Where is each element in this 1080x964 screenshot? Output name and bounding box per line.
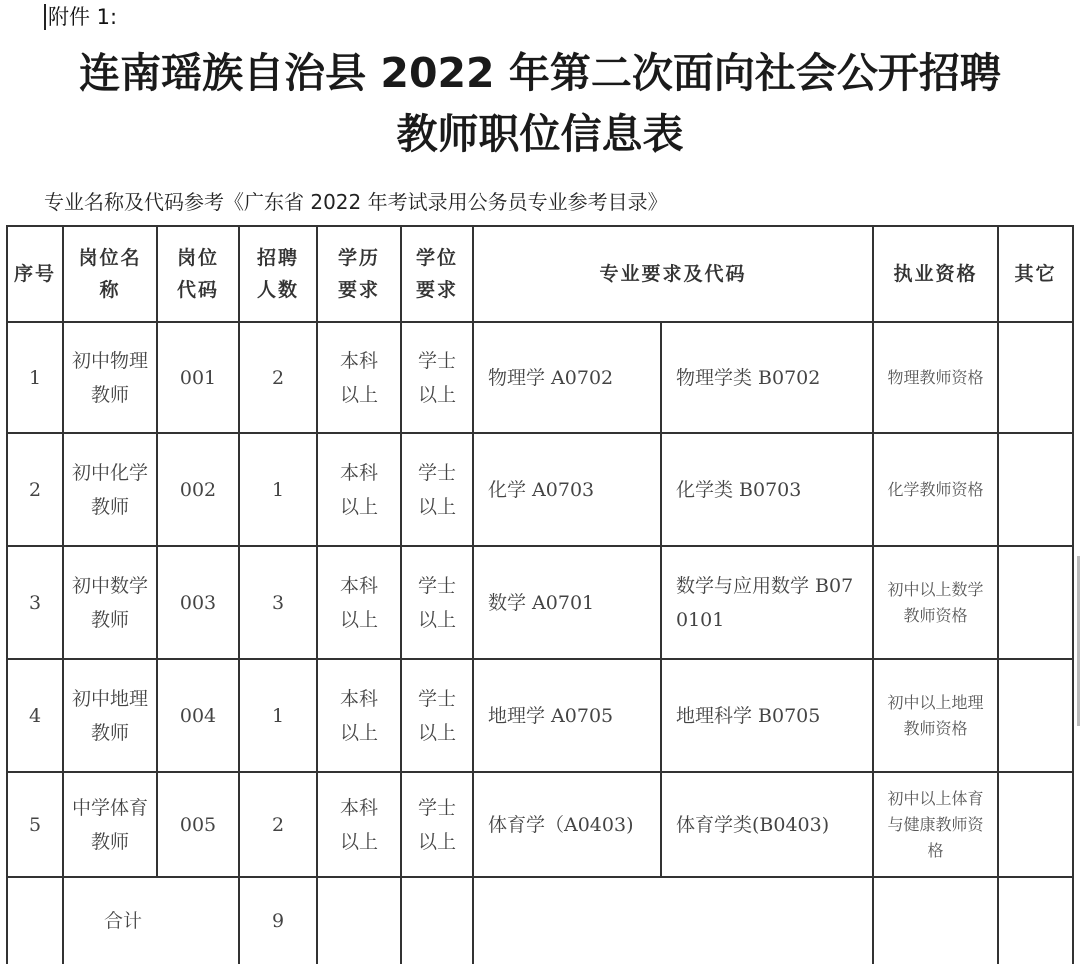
row-major-b-text: 地理科学 B0705 bbox=[676, 704, 821, 727]
row-headcount bbox=[240, 547, 316, 658]
header-seq bbox=[8, 227, 62, 321]
row-seq-text: 1 bbox=[28, 366, 42, 389]
row-position-code bbox=[158, 434, 238, 545]
header-major bbox=[474, 227, 872, 321]
row-position-name-text: 初中地理教师 bbox=[71, 687, 148, 744]
row-degree-text: 学士以上 bbox=[417, 574, 456, 631]
row-education bbox=[318, 434, 400, 545]
row-major-b-text: 体育学类(B0403) bbox=[676, 813, 830, 836]
row-major-b bbox=[662, 773, 872, 876]
header-headcount bbox=[240, 227, 316, 321]
row-qualification-text: 初中以上地理教师资格 bbox=[887, 692, 984, 738]
row-major-a bbox=[474, 323, 660, 432]
page-title: 连南瑶族自治县 2022 年第二次面向社会公开招聘 bbox=[79, 49, 1001, 97]
header-other-text: 其它 bbox=[1014, 263, 1057, 285]
row-major-a-text: 数学 A0701 bbox=[488, 591, 595, 614]
page-subtitle: 教师职位信息表 bbox=[396, 110, 684, 158]
row-qualification bbox=[874, 434, 997, 545]
row-major-b bbox=[662, 660, 872, 771]
total-headcount-text: 9 bbox=[271, 910, 285, 932]
row-qualification-text: 化学教师资格 bbox=[887, 479, 984, 499]
row-seq bbox=[8, 660, 62, 771]
row-major-b-text: 物理学类 B0702 bbox=[676, 366, 821, 389]
row-education-text: 本科以上 bbox=[339, 687, 378, 744]
row-degree bbox=[402, 773, 472, 876]
row-seq bbox=[8, 773, 62, 876]
row-major-b bbox=[662, 434, 872, 545]
row-education bbox=[318, 773, 400, 876]
header-position-code-text: 岗位代码 bbox=[176, 247, 219, 301]
table-vertical-rule bbox=[1072, 225, 1074, 964]
row-qualification-text: 初中以上数学教师资格 bbox=[887, 579, 984, 625]
row-position-name bbox=[64, 434, 156, 545]
row-headcount bbox=[240, 323, 316, 432]
row-headcount-text: 1 bbox=[271, 704, 285, 727]
row-other bbox=[999, 660, 1072, 771]
row-degree bbox=[402, 434, 472, 545]
position-table bbox=[6, 225, 1072, 964]
row-major-b-text: 化学类 B0703 bbox=[676, 478, 802, 501]
row-headcount bbox=[240, 660, 316, 771]
row-education-text: 本科以上 bbox=[339, 349, 378, 406]
row-degree bbox=[402, 323, 472, 432]
row-degree-text: 学士以上 bbox=[417, 796, 456, 853]
row-other bbox=[999, 434, 1072, 545]
row-position-code bbox=[158, 323, 238, 432]
row-major-a-text: 地理学 A0705 bbox=[488, 704, 614, 727]
row-major-a bbox=[474, 773, 660, 876]
total-headcount bbox=[240, 878, 316, 964]
row-qualification bbox=[874, 547, 997, 658]
row-headcount-text: 2 bbox=[271, 813, 285, 836]
header-qualification bbox=[874, 227, 997, 321]
row-education bbox=[318, 323, 400, 432]
row-position-name bbox=[64, 660, 156, 771]
row-position-name bbox=[64, 323, 156, 432]
row-degree bbox=[402, 660, 472, 771]
row-position-code-text: 001 bbox=[179, 366, 217, 389]
row-other bbox=[999, 547, 1072, 658]
row-position-name-text: 初中化学教师 bbox=[71, 461, 148, 518]
total-label-text: 合计 bbox=[103, 910, 142, 932]
row-seq-text: 3 bbox=[28, 591, 42, 614]
row-degree-text: 学士以上 bbox=[417, 461, 456, 518]
row-headcount bbox=[240, 434, 316, 545]
row-position-code-text: 003 bbox=[179, 591, 217, 614]
row-seq bbox=[8, 547, 62, 658]
row-position-name-text: 中学体育教师 bbox=[71, 796, 148, 853]
header-education bbox=[318, 227, 400, 321]
row-degree-text: 学士以上 bbox=[417, 687, 456, 744]
row-seq bbox=[8, 434, 62, 545]
total-label bbox=[8, 878, 238, 964]
row-position-code bbox=[158, 773, 238, 876]
row-major-b bbox=[662, 323, 872, 432]
row-position-name-text: 初中物理教师 bbox=[71, 349, 148, 406]
row-major-b bbox=[662, 547, 872, 658]
row-seq bbox=[8, 323, 62, 432]
header-position-name bbox=[64, 227, 156, 321]
row-major-a-text: 化学 A0703 bbox=[488, 478, 595, 501]
row-qualification bbox=[874, 773, 997, 876]
row-position-name bbox=[64, 773, 156, 876]
row-degree bbox=[402, 547, 472, 658]
row-degree-text: 学士以上 bbox=[417, 349, 456, 406]
reference-note: 专业名称及代码参考《广东省 2022 年考试录用公务员专业参考目录》 bbox=[44, 190, 668, 214]
row-other bbox=[999, 323, 1072, 432]
row-major-b-text: 数学与应用数学 B070101 bbox=[676, 574, 854, 631]
row-education bbox=[318, 660, 400, 771]
attachment-label: 附件 1: bbox=[44, 4, 117, 30]
row-education-text: 本科以上 bbox=[339, 461, 378, 518]
header-education-text: 学历要求 bbox=[337, 247, 380, 301]
row-position-code-text: 004 bbox=[179, 704, 217, 727]
row-position-name bbox=[64, 547, 156, 658]
header-headcount-text: 招聘人数 bbox=[256, 247, 299, 301]
header-degree bbox=[402, 227, 472, 321]
row-major-a bbox=[474, 660, 660, 771]
header-seq-text: 序号 bbox=[13, 263, 56, 285]
row-education-text: 本科以上 bbox=[339, 574, 378, 631]
row-education bbox=[318, 547, 400, 658]
row-seq-text: 2 bbox=[28, 478, 42, 501]
row-seq-text: 4 bbox=[28, 704, 42, 727]
row-headcount-text: 1 bbox=[271, 478, 285, 501]
row-position-code bbox=[158, 547, 238, 658]
header-position-name-text: 岗位名称 bbox=[78, 247, 142, 301]
row-seq-text: 5 bbox=[28, 813, 42, 836]
header-position-code bbox=[158, 227, 238, 321]
row-position-name-text: 初中数学教师 bbox=[71, 574, 148, 631]
row-qualification bbox=[874, 323, 997, 432]
row-position-code bbox=[158, 660, 238, 771]
row-headcount bbox=[240, 773, 316, 876]
row-headcount-text: 2 bbox=[271, 366, 285, 389]
row-qualification-text: 初中以上体育与健康教师资格 bbox=[887, 788, 984, 860]
row-position-code-text: 002 bbox=[179, 478, 217, 501]
header-qualification-text: 执业资格 bbox=[893, 263, 978, 285]
row-major-a bbox=[474, 547, 660, 658]
header-major-text: 专业要求及代码 bbox=[599, 263, 747, 285]
row-major-a-text: 体育学（A0403) bbox=[488, 813, 634, 836]
row-major-a-text: 物理学 A0702 bbox=[488, 366, 614, 389]
row-major-a bbox=[474, 434, 660, 545]
header-degree-text: 学位要求 bbox=[415, 247, 458, 301]
row-qualification bbox=[874, 660, 997, 771]
row-headcount-text: 3 bbox=[271, 591, 285, 614]
header-other bbox=[999, 227, 1072, 321]
row-education-text: 本科以上 bbox=[339, 796, 378, 853]
row-position-code-text: 005 bbox=[179, 813, 217, 836]
row-qualification-text: 物理教师资格 bbox=[887, 367, 984, 387]
row-other bbox=[999, 773, 1072, 876]
